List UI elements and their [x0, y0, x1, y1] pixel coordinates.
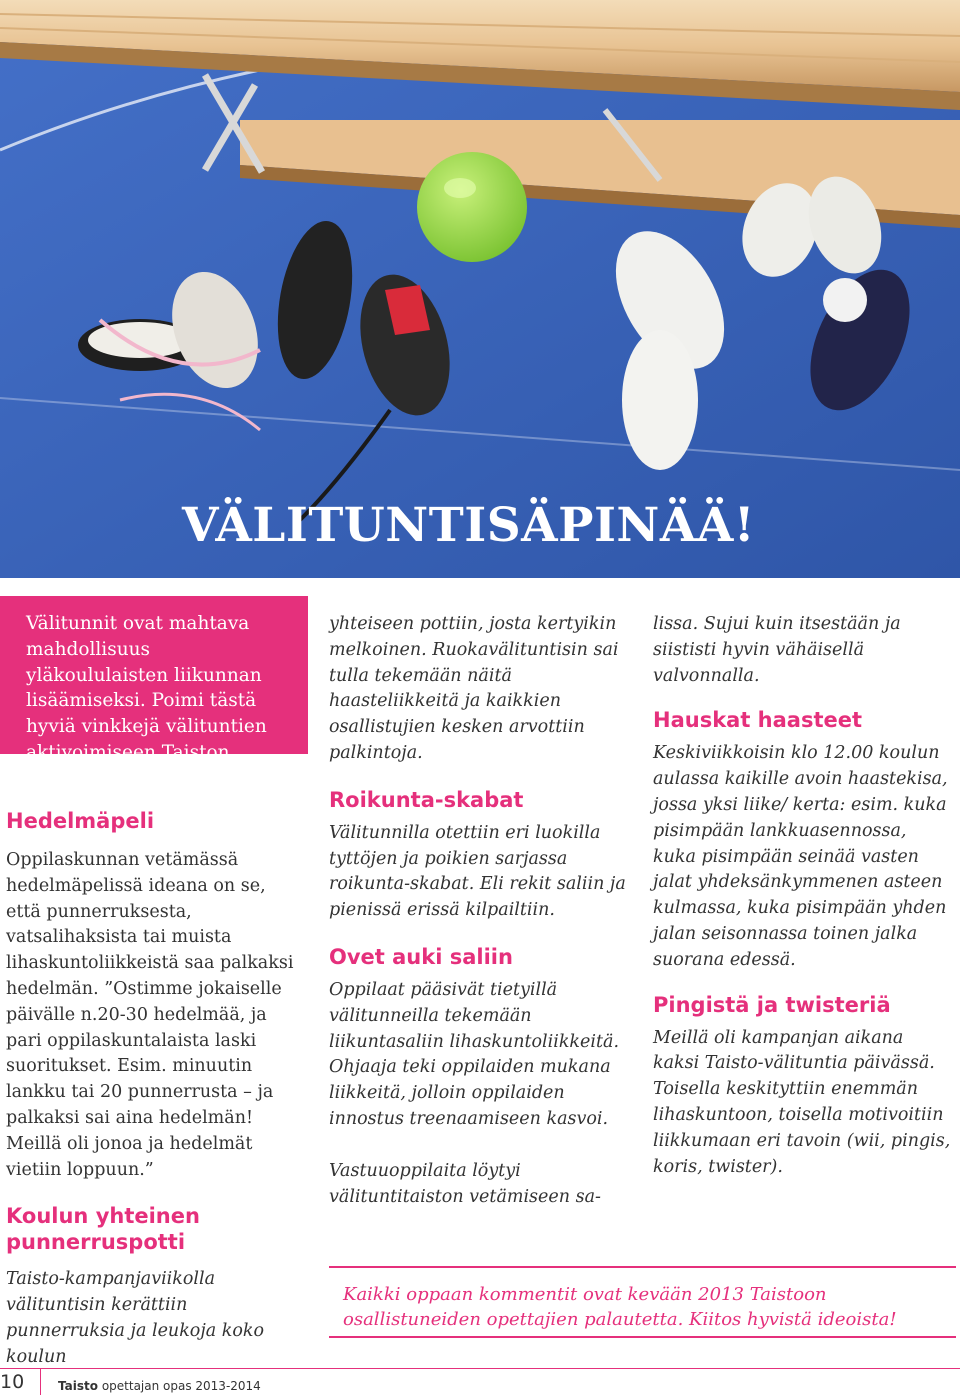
- footer-divider: [40, 1369, 41, 1395]
- publication-name: [58, 1379, 261, 1393]
- body-punnerruspotti-1: Taisto-kampanjaviikolla välituntisin kerättiin punnerruksia ja leukoja koko koulun: [6, 1269, 265, 1367]
- gym-shoes-photo: [0, 0, 960, 578]
- heading-punnerruspotti: Koulun yhteinen punnerruspotti: [6, 1204, 200, 1255]
- publication-title: opettajan opas 2013-2014: [101, 1379, 261, 1393]
- body-hedelmapeli: Oppilaskunnan vetämässä hedelmäpelissä ideana on se, että punnerruksesta, vatsalihaksista tai muista lihaskuntoliikkeistä saa palkaksi hedelmän. ”Ostimme jokaiselle päivälle n.20-30 hedelmää, ja pari oppilaskuntalaista laski suoritukset. Esim. minuutin lankku tai 20 punnerrusta – ja palkaksi sai aina hedelmän! Meillä oli jonoa ja hedelmät vietiin loppuun.”: [6, 850, 294, 1180]
- page-title: VÄLITUNTISÄPINÄÄ!: [182, 498, 755, 553]
- hero-photo: [0, 0, 960, 578]
- column-2: [329, 612, 629, 1210]
- column-3: [653, 612, 953, 1180]
- intro-box: [0, 596, 308, 789]
- column-1: [6, 808, 306, 1371]
- heading-haasteet: Hauskat haasteet: [653, 708, 863, 733]
- heading-ovet: Ovet auki saliin: [329, 944, 513, 969]
- heading-pingis: Pingistä ja twisteriä: [653, 992, 891, 1017]
- body-pingis: Meillä oli kampanjan aikana kaksi Taisto-välituntia päivässä. Toisella keskityttiin enemmän lihaskuntoon, toisella motivoitiin liikkumaan eri tavoin (wii, pingis, koris, twister).: [653, 1027, 951, 1177]
- publication-brand: Taisto: [58, 1379, 98, 1393]
- body-haasteet: Keskiviikkoisin klo 12.00 koulun aulassa kaikille avoin haastekisa, jossa yksi liike/ kerta: esim. kuka pisimpään lankkuasennossa, kuka pisimpään seinää vasten jalat yhdeksänkymmenen asteen kulmassa, kuka pisimpään yhden jalan seisonnassa toinen jalka suorana edessä.: [653, 743, 948, 970]
- heading-hedelmapeli: Hedelmäpeli: [6, 809, 155, 833]
- page-number: 10: [0, 1371, 25, 1393]
- feedback-note-text: Kaikki oppaan kommentit ovat kevään 2013 Taistoon osallistuneiden opettajien palautetta. Kiitos hyvistä ideoista!: [343, 1284, 897, 1330]
- body-roikunta: Välitunnilla otettiin eri luokilla tyttöjen ja poikien sarjassa roikunta-skabat. Eli rekit saliin ja pienissä erissä kilpailtiin.: [329, 822, 626, 921]
- body-ovet-2: Vastuuoppilaita löytyi välituntitaiston vetämiseen sa-: [329, 1160, 601, 1207]
- footer-rule: [0, 1368, 960, 1369]
- body-ovet-3: lissa. Sujui kuin itsestään ja siististi hyvin vähäisellä valvonnalla.: [653, 614, 901, 686]
- body-punnerruspotti-2: yhteiseen pottiin, josta kertyikin melkoinen. Ruokavälituntisin sai tulla tekemään näitä haasteliikkeitä ja kaikkien osallistujien kesken arvottiin palkintoja.: [329, 614, 619, 763]
- heading-roikunta: Roikunta-skabat: [329, 787, 524, 812]
- intro-text: Välitunnit ovat mahtava mahdollisuus yläkoululaisten liikunnan lisäämiseksi. Poimi tästä hyviä vinkkejä välituntien aktivoimiseen Taiston aikana.: [26, 613, 267, 789]
- feedback-note: [329, 1266, 956, 1338]
- body-ovet: Oppilaat pääsivät tietyillä välitunneilla tekemään liikuntasaliin lihaskuntoliikkeitä. Ohjaaja teki oppilaiden mukana liikkeitä, jolloin oppilaiden innostus treenaamiseen kasvoi.: [329, 979, 620, 1129]
